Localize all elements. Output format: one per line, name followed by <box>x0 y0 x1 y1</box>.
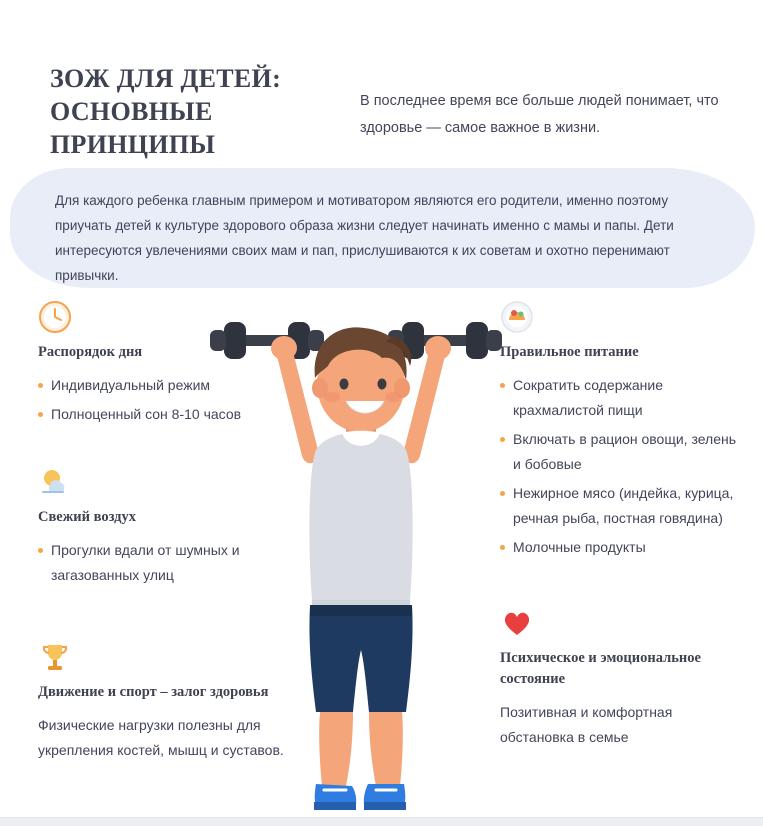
block-title: Свежий воздух <box>38 509 136 525</box>
bullet-list <box>38 538 298 588</box>
block-mental-health <box>500 606 745 750</box>
heart-icon <box>500 606 534 640</box>
left-column <box>38 300 298 785</box>
block-title: Психическое и эмоциональное состояние <box>500 650 701 687</box>
list-item: Включать в рацион овощи, зелень и бобовые <box>500 427 745 477</box>
block-sport <box>38 640 298 763</box>
trophy-icon <box>38 640 72 674</box>
list-item: Молочные продукты <box>500 535 745 560</box>
block-title: Правильное питание <box>500 344 639 360</box>
bullet-list <box>500 373 745 560</box>
block-text: Физические нагрузки полезны для укрепления костей, мышц и суставов. <box>38 717 284 758</box>
block-daily-routine <box>38 300 298 427</box>
block-title: Распорядок дня <box>38 344 143 360</box>
page-title: ЗОЖ ДЛЯ ДЕТЕЙ: ОСНОВНЫЕ ПРИНЦИПЫ <box>50 64 282 159</box>
ground-shadow <box>0 818 763 826</box>
block-fresh-air <box>38 465 298 588</box>
block-nutrition <box>500 300 745 560</box>
header-intro-text: В последнее время все больше людей понимает, что здоровье — самое важное в жизни. <box>360 93 719 136</box>
list-item: Нежирное мясо (индейка, курица, речная рыба, постная говядина) <box>500 481 745 531</box>
list-item: Сократить содержание крахмалистой пищи <box>500 373 745 423</box>
header <box>50 62 730 161</box>
list-item: Полноценный сон 8-10 часов <box>38 402 298 427</box>
list-item: Прогулки вдали от шумных и загазованных улиц <box>38 538 298 588</box>
sun-cloud-icon <box>38 465 72 499</box>
plate-food-icon <box>500 300 534 334</box>
bullet-list <box>38 373 298 427</box>
list-item: Индивидуальный режим <box>38 373 298 398</box>
callout-text: Для каждого ребенка главным примером и мотиватором являются его родители, именно поэтому приучать детей к культуре здорового образа жизни следует начинать именно с мамы и папы. Дети интересуются увлечениями своих мам и пап, прислушиваются к их советам и охотно перенимают привычки. <box>55 193 674 283</box>
block-text: Позитивная и комфортная обстановка в семье <box>500 704 673 745</box>
right-column <box>500 300 745 772</box>
block-title: Движение и спорт – залог здоровья <box>38 684 269 700</box>
clock-icon <box>38 300 72 334</box>
